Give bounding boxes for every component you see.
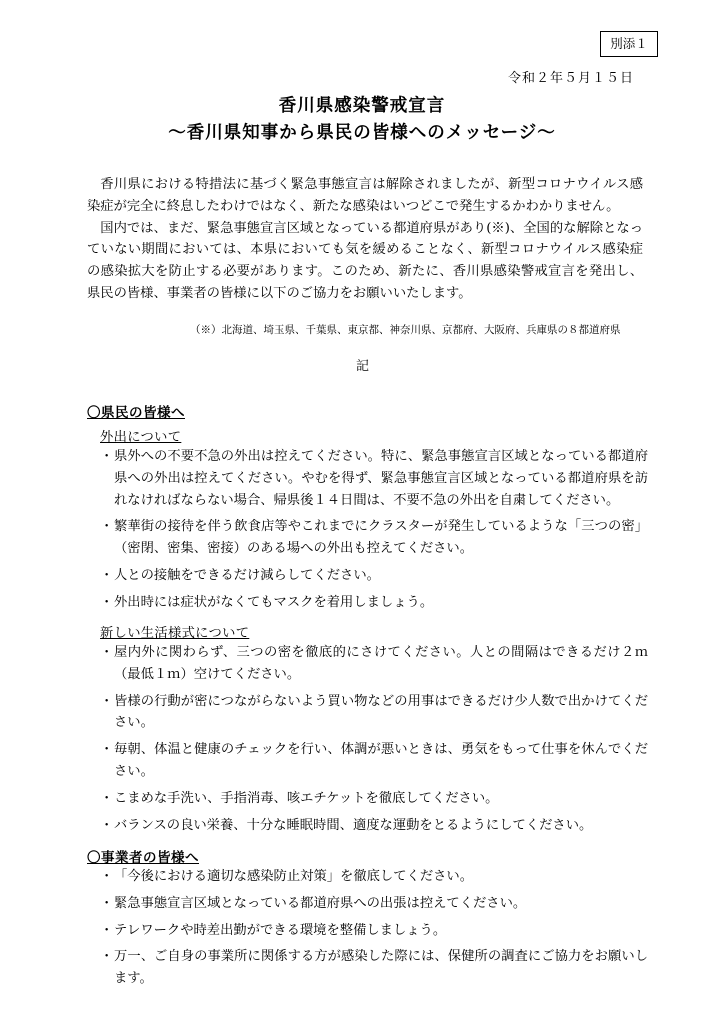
bullet-mark: ・ <box>100 693 114 709</box>
list-item <box>100 788 648 810</box>
bullet-mark: ・ <box>100 895 114 911</box>
list-item-text: 万一、ご自身の事業所に関係する方が感染した際には、保健所の調査にご協力をお願いします。 <box>114 949 648 987</box>
subheading-outing: 外出について <box>100 430 182 445</box>
subheading-new-lifestyle: 新しい生活様式について <box>100 626 250 641</box>
page-subtitle: ～香川県知事から県民の皆様へのメッセージ～ <box>168 123 556 143</box>
list-item-text: 外出時には症状がなくてもマスクを着用しましょう。 <box>114 594 434 610</box>
list-item-text: 屋内外に関わらず、三つの密を徹底的にさけてください。人との間隔はできるだけ２ｍ（最低１ｍ）空けてください。 <box>114 645 648 682</box>
list-item-text: 繁華街の接待を伴う飲食店等やこれまでにクラスターが発生しているような「三つの密」（密閉、密集、密接）のある場への外出も控えてください。 <box>114 519 648 557</box>
intro-text <box>87 174 643 305</box>
list-item <box>100 691 648 735</box>
bullet-mark: ・ <box>100 742 114 758</box>
list-item <box>100 739 648 783</box>
list-item <box>100 893 648 915</box>
bullet-mark: ・ <box>100 869 114 884</box>
list-item-text: バランスの良い栄養、十分な睡眠時間、適度な運動をとるようにしてください。 <box>114 817 593 833</box>
footnote: （※）北海道、埼玉県、千葉県、東京都、神奈川県、京都府、大阪府、兵庫県の８都道府県 <box>190 324 621 336</box>
list-item <box>100 866 648 888</box>
document-date: 令和２年５月１５日 <box>507 71 634 86</box>
bullet-mark: ・ <box>100 817 114 833</box>
intro-paragraph-1: 香川県における特措法に基づく緊急事態宣言は解除されましたが、新型コロナウイルス感染症が完全に終息したわけではなく、新たな感染はいつどこで発生するかわかりません。 <box>87 177 643 214</box>
list-item <box>100 815 648 837</box>
list-item-text: 緊急事態宣言区域となっている都道府県への出張は控えてください。 <box>114 895 527 911</box>
business-list <box>100 866 648 995</box>
list-item <box>100 920 648 942</box>
list-item-text: 「今後における適切な感染防止対策」を徹底してください。 <box>114 869 474 884</box>
list-item <box>100 946 648 990</box>
list-item-text: テレワークや時差出勤ができる環境を整備しましょう。 <box>114 922 447 938</box>
intro-paragraph-2: 国内では、まだ、緊急事態宣言区域となっている都道府県があり(※)、全国的な解除となっていない期間においては、本県においても気を緩めることなく、新型コロナウイルス感染症の感染拡大を防止する必要があります。このため、新たに、香川県感染警戒宣言を発出し、県民の皆様、事業者の皆様に以下のご協力をお願いいたします。 <box>87 220 643 301</box>
list-item <box>100 446 648 511</box>
list-item <box>100 592 648 614</box>
bullet-mark: ・ <box>100 519 114 535</box>
bullet-mark: ・ <box>100 645 114 660</box>
bullet-mark: ・ <box>100 567 114 583</box>
section-heading-residents: 〇県民の皆様へ <box>87 405 185 421</box>
list-item <box>100 565 648 587</box>
bullet-mark: ・ <box>100 949 114 965</box>
list-item-text: 人との接触をできるだけ減らしてください。 <box>114 567 380 583</box>
list-item <box>100 642 648 686</box>
lifestyle-list <box>100 642 648 841</box>
attachment-badge: 別添１ <box>600 31 658 57</box>
list-item-text: 県外への不要不急の外出は控えてください。特に、緊急事態宣言区域となっている都道府県への外出は控えてください。やむを得ず、緊急事態宣言区域となっている都道府県を訪れなければならない場合、帰県後１４日間は、不要不急の外出を自粛してください。 <box>114 449 648 508</box>
bullet-mark: ・ <box>100 790 114 806</box>
bullet-mark: ・ <box>100 922 114 938</box>
page-title: 香川県感染警戒宣言 <box>278 96 446 116</box>
bullet-mark: ・ <box>100 449 114 464</box>
list-item <box>100 516 648 560</box>
list-item-text: 皆様の行動が密につながらないよう買い物などの用事はできるだけ少人数で出かけてください。 <box>114 693 648 731</box>
list-item-text: こまめな手洗い、手指消毒、咳エチケットを徹底してください。 <box>114 790 499 806</box>
ki-marker: 記 <box>356 359 370 374</box>
section-heading-businesses: 〇事業者の皆様へ <box>87 850 199 866</box>
list-item-text: 毎朝、体温と健康のチェックを行い、体調が悪いときは、勇気をもって仕事を休んでください。 <box>114 742 648 779</box>
outing-list <box>100 446 648 619</box>
bullet-mark: ・ <box>100 594 114 610</box>
